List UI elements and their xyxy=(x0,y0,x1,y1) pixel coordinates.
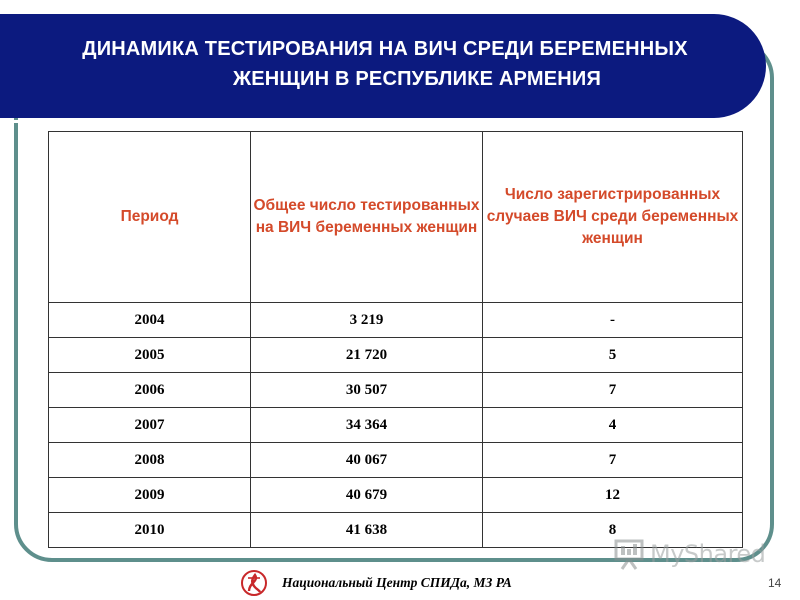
cell-cases: 8 xyxy=(483,513,743,548)
cell-cases: 5 xyxy=(483,338,743,373)
cell-tested: 34 364 xyxy=(251,408,483,443)
aids-center-logo-icon xyxy=(240,569,268,597)
table-header-row xyxy=(49,132,743,303)
table-row xyxy=(49,373,743,408)
header-cases: Число зарегистрированных случаев ВИЧ среди беременных женщин xyxy=(483,132,743,303)
table-row xyxy=(49,443,743,478)
cell-period: 2006 xyxy=(49,373,251,408)
cell-period: 2007 xyxy=(49,408,251,443)
cell-tested: 40 679 xyxy=(251,478,483,513)
cell-cases: 7 xyxy=(483,373,743,408)
cell-cases: 12 xyxy=(483,478,743,513)
presentation-board-icon xyxy=(612,538,646,570)
title-line-2: ЖЕНЩИН В РЕСПУБЛИКЕ АРМЕНИЯ xyxy=(232,68,602,90)
cell-tested: 41 638 xyxy=(251,513,483,548)
cell-period: 2009 xyxy=(49,478,251,513)
cell-tested: 21 720 xyxy=(251,338,483,373)
cell-period: 2005 xyxy=(49,338,251,373)
header-tested: Общее число тестированных на ВИЧ беременных женщин xyxy=(251,132,483,303)
cell-tested: 40 067 xyxy=(251,443,483,478)
slide-footer xyxy=(240,568,512,598)
cell-tested: 30 507 xyxy=(251,373,483,408)
footer-text: Национальный Центр СПИДа, МЗ РА xyxy=(282,575,512,590)
banner-divider xyxy=(0,120,728,123)
watermark-text: MyShared xyxy=(650,540,766,568)
title-line-1: ДИНАМИКА ТЕСТИРОВАНИЯ НА ВИЧ СРЕДИ БЕРЕМЕННЫХ xyxy=(82,38,688,60)
cell-period: 2008 xyxy=(49,443,251,478)
table-row xyxy=(49,338,743,373)
page-number: 14 xyxy=(768,576,782,590)
table-row xyxy=(49,408,743,443)
cell-cases: 7 xyxy=(483,443,743,478)
cell-cases: - xyxy=(483,303,743,338)
cell-tested: 3 219 xyxy=(251,303,483,338)
header-period: Период xyxy=(49,132,251,303)
myshared-watermark xyxy=(612,538,765,570)
table-row xyxy=(49,478,743,513)
cell-period: 2010 xyxy=(49,513,251,548)
slide-title xyxy=(0,34,770,94)
hiv-testing-table xyxy=(48,131,743,548)
cell-period: 2004 xyxy=(49,303,251,338)
cell-cases: 4 xyxy=(483,408,743,443)
table-row xyxy=(49,303,743,338)
